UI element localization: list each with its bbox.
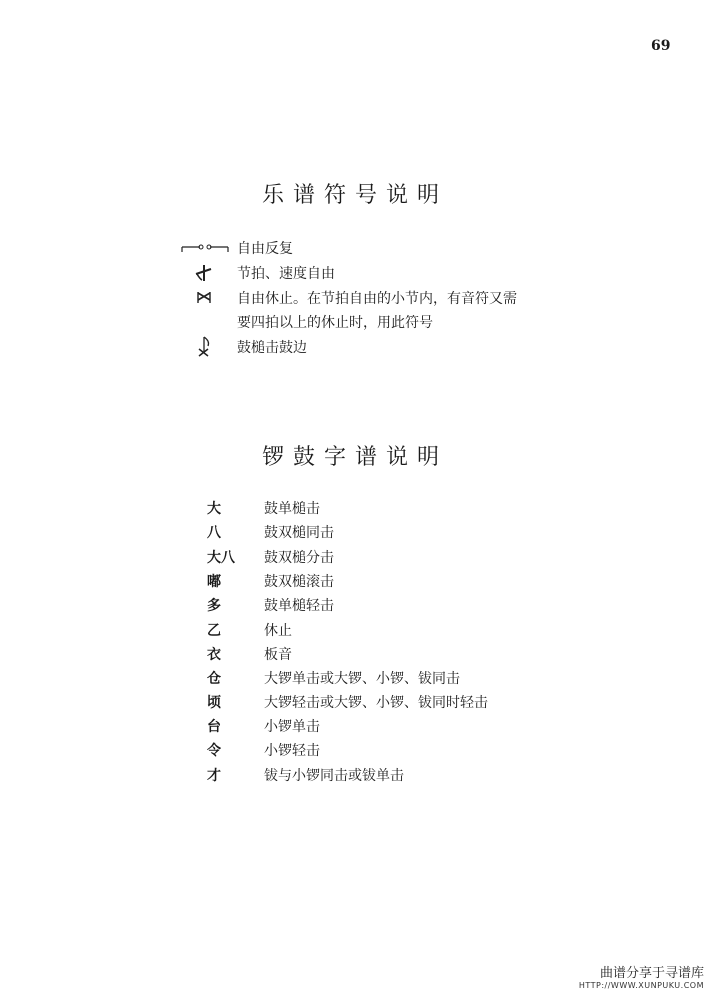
gong-char: 令 — [207, 743, 221, 759]
gong-desc: 鼓双槌分击 — [264, 550, 334, 566]
symbol-desc: 自由休止。在节拍自由的小节内，有音符又需 — [237, 291, 517, 307]
watermark-title: 曲谱分享于寻谱库 — [599, 966, 704, 981]
gong-row — [207, 667, 607, 691]
gong-row — [207, 643, 607, 667]
symbol-row-drum-rim — [180, 335, 580, 361]
gong-row — [207, 739, 607, 763]
watermark — [579, 962, 704, 990]
gong-desc: 大锣单击或大锣、小锣、钹同击 — [264, 671, 460, 687]
symbol-desc: 自由反复 — [237, 241, 293, 257]
watermark-url: HTTP://WWW.XUNPUKU.COM — [578, 981, 704, 990]
free-tempo-sign-icon — [180, 261, 230, 285]
symbol-desc: 鼓槌击鼓边 — [237, 340, 307, 356]
free-rest-sign-icon — [180, 286, 230, 310]
gong-char: 嘟 — [207, 574, 221, 590]
gong-char: 台 — [207, 719, 221, 735]
gong-row — [207, 521, 607, 545]
gong-row — [207, 497, 607, 521]
gong-char: 八 — [207, 525, 221, 541]
gong-char: 乙 — [207, 623, 221, 639]
drum-rim-note-icon — [180, 335, 230, 359]
gong-row — [207, 570, 607, 594]
gong-char: 大八 — [207, 550, 235, 566]
symbols-section-title: 乐谱符号说明 — [261, 183, 448, 208]
symbol-row-free-repeat — [180, 236, 580, 262]
gong-row — [207, 619, 607, 643]
free-repeat-sign-icon — [180, 236, 230, 260]
gong-desc: 钹与小锣同击或钹单击 — [264, 768, 404, 784]
gong-desc: 鼓双槌同击 — [264, 525, 334, 541]
gong-desc: 休止 — [264, 623, 292, 639]
gong-desc: 板音 — [264, 647, 292, 663]
gong-char: 仓 — [207, 671, 221, 687]
page-number: 69 — [651, 38, 671, 54]
symbol-row-free-tempo — [180, 261, 580, 287]
gong-char: 多 — [207, 598, 221, 614]
gong-char: 才 — [207, 768, 221, 784]
gong-char: 衣 — [207, 647, 221, 663]
symbol-desc-continued: 要四拍以上的休止时，用此符号 — [237, 315, 433, 331]
gong-char: 大 — [207, 501, 221, 517]
gong-char: 顷 — [207, 695, 221, 711]
symbol-row-free-rest — [180, 286, 580, 336]
gong-row — [207, 594, 607, 618]
gong-section-title: 锣鼓字谱说明 — [261, 445, 448, 470]
gong-row — [207, 715, 607, 739]
gong-desc: 鼓单槌轻击 — [264, 598, 334, 614]
gong-desc: 小锣单击 — [264, 719, 320, 735]
gong-row — [207, 546, 607, 570]
gong-row — [207, 691, 607, 715]
gong-desc: 大锣轻击或大锣、小锣、钹同时轻击 — [264, 695, 488, 711]
symbol-desc: 节拍、速度自由 — [237, 266, 335, 282]
gong-row — [207, 764, 607, 788]
gong-desc: 小锣轻击 — [264, 743, 320, 759]
gong-desc: 鼓单槌击 — [264, 501, 320, 517]
gong-desc: 鼓双槌滚击 — [264, 574, 334, 590]
